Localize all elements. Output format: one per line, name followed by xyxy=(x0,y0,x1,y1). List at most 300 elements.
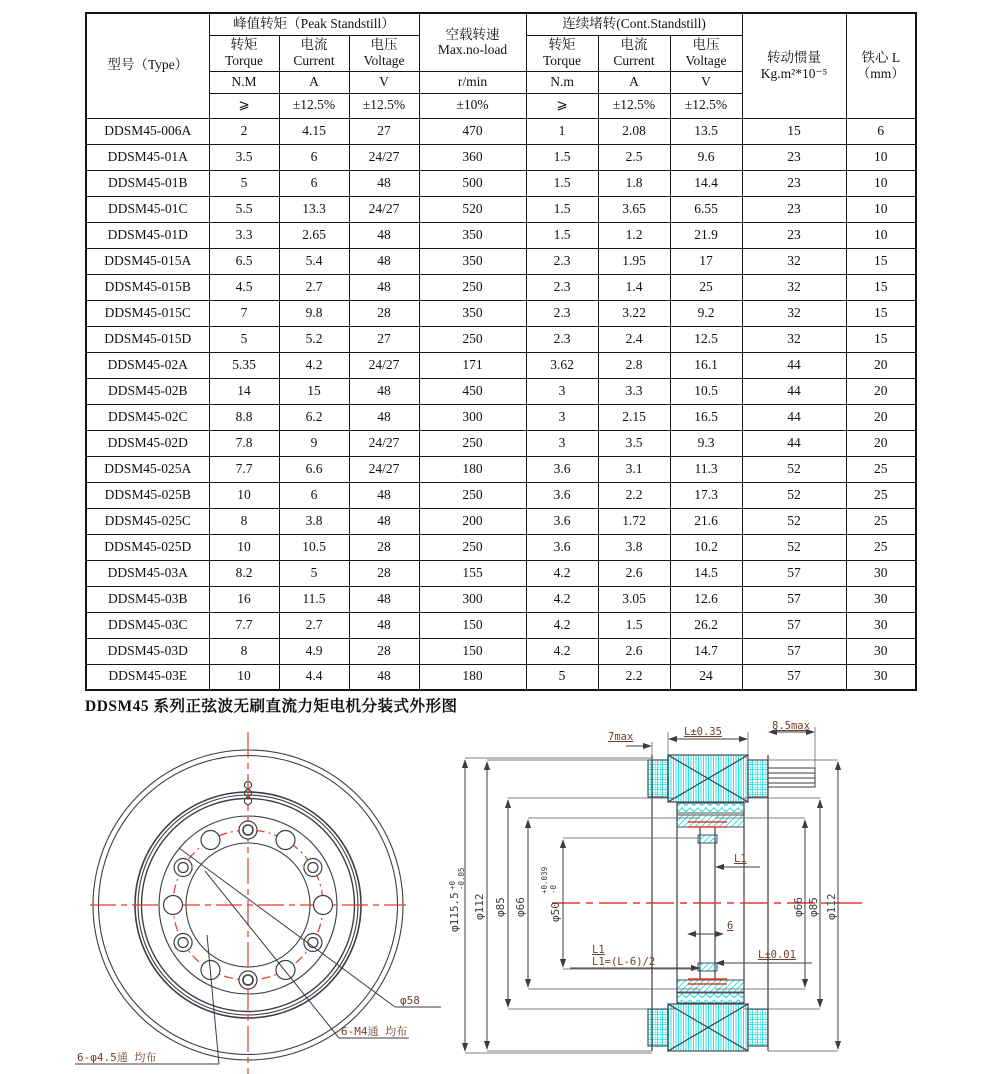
model-cell: DDSM45-01C xyxy=(86,196,209,222)
table-row xyxy=(86,560,916,586)
peak-torque-cell: 16 xyxy=(209,586,279,612)
model-cell: DDSM45-03A xyxy=(86,560,209,586)
peak-voltage-cell: 24/27 xyxy=(349,196,419,222)
centerlines xyxy=(90,732,406,1074)
inertia-cell: 52 xyxy=(742,534,846,560)
peak-current-cell: 2.7 xyxy=(279,274,349,300)
cont-voltage-cell: 16.5 xyxy=(670,404,742,430)
peak-voltage-cell: 48 xyxy=(349,508,419,534)
inertia-cell: 32 xyxy=(742,248,846,274)
peak-current-cell: 6.2 xyxy=(279,404,349,430)
noload-speed-cell: 180 xyxy=(419,456,526,482)
svg-text:φ115.5: φ115.5 xyxy=(448,892,461,932)
peak-current-cell: 4.2 xyxy=(279,352,349,378)
model-cell: DDSM45-025D xyxy=(86,534,209,560)
inertia-cell: 44 xyxy=(742,352,846,378)
noload-speed-cell: 500 xyxy=(419,170,526,196)
inertia-cell: 57 xyxy=(742,560,846,586)
cont-current-cell: 2.2 xyxy=(598,482,670,508)
unit-cell: V xyxy=(349,71,419,93)
core-length-cell: 10 xyxy=(846,170,916,196)
cont-voltage-cn: 电压 xyxy=(692,37,720,53)
model-cell: DDSM45-03C xyxy=(86,612,209,638)
cont-torque-cell: 3 xyxy=(526,378,598,404)
noload-speed-cell: 171 xyxy=(419,352,526,378)
peak-current-cn: 电流 xyxy=(300,37,328,53)
core-length-cell: 30 xyxy=(846,664,916,690)
peak-voltage-cell: 48 xyxy=(349,664,419,690)
core-length-cell: 25 xyxy=(846,456,916,482)
inertia-cell: 32 xyxy=(742,274,846,300)
dim-label-d85-right: φ85 xyxy=(807,897,820,917)
core-length-cell: 10 xyxy=(846,222,916,248)
peak-torque-cell: 7.7 xyxy=(209,456,279,482)
dim-label-d115 xyxy=(448,867,466,932)
noload-speed-cell: 250 xyxy=(419,534,526,560)
table-row xyxy=(86,170,916,196)
core-length-cell: 25 xyxy=(846,508,916,534)
peak-torque-cell: 10 xyxy=(209,664,279,690)
cont-voltage-cell: 17 xyxy=(670,248,742,274)
cont-voltage-cell: 14.5 xyxy=(670,560,742,586)
noload-en: Max.no-load xyxy=(437,42,508,58)
cont-torque-cell: 3.6 xyxy=(526,482,598,508)
core-length-cell: 20 xyxy=(846,404,916,430)
peak-voltage-cell: 28 xyxy=(349,560,419,586)
dim-label-l-tol: L±0.35 xyxy=(684,726,722,738)
dim-label-d85-left: φ85 xyxy=(494,897,507,917)
peak-voltage-cell: 48 xyxy=(349,222,419,248)
peak-voltage-cell: 48 xyxy=(349,248,419,274)
peak-torque-cell: 3.5 xyxy=(209,144,279,170)
d50-tol-top: +0.039 xyxy=(540,866,549,894)
cont-current-cell: 1.5 xyxy=(598,612,670,638)
noload-speed-cell: 155 xyxy=(419,560,526,586)
cont-torque-cell: 1.5 xyxy=(526,144,598,170)
peak-voltage-cell: 48 xyxy=(349,378,419,404)
model-cell: DDSM45-025A xyxy=(86,456,209,482)
peak-current-cell: 5.2 xyxy=(279,326,349,352)
model-cell: DDSM45-01A xyxy=(86,144,209,170)
core-length-cell: 30 xyxy=(846,612,916,638)
peak-voltage-cell: 48 xyxy=(349,586,419,612)
peak-torque-cell: 7.8 xyxy=(209,430,279,456)
table-row xyxy=(86,456,916,482)
peak-torque-cell: 8 xyxy=(209,638,279,664)
table-row xyxy=(86,118,916,144)
peak-current-cell: 6 xyxy=(279,170,349,196)
dim-label-85max: 8.5max xyxy=(772,720,810,732)
inertia-cell: 57 xyxy=(742,638,846,664)
cont-current-cell: 3.05 xyxy=(598,586,670,612)
cont-voltage-cell: 14.4 xyxy=(670,170,742,196)
cont-voltage-en: Voltage xyxy=(685,53,727,68)
core-cn: 铁心 L xyxy=(861,50,901,66)
peak-torque-cell: 7.7 xyxy=(209,612,279,638)
peak-current-cell: 4.4 xyxy=(279,664,349,690)
table-row xyxy=(86,248,916,274)
noload-speed-cell: 250 xyxy=(419,482,526,508)
peak-current-cell: 11.5 xyxy=(279,586,349,612)
noload-speed-cell: 250 xyxy=(419,430,526,456)
tolerance-cell: ±12.5% xyxy=(670,93,742,118)
model-cell: DDSM45-02D xyxy=(86,430,209,456)
noload-speed-cell: 360 xyxy=(419,144,526,170)
inertia-cell: 52 xyxy=(742,482,846,508)
peak-current-cell: 4.9 xyxy=(279,638,349,664)
cont-current-cell: 2.6 xyxy=(598,638,670,664)
cont-current-cell: 2.4 xyxy=(598,326,670,352)
cont-torque-cell: 4.2 xyxy=(526,638,598,664)
col-header-type: 型号（Type） xyxy=(86,13,209,118)
cont-torque-cell: 3.62 xyxy=(526,352,598,378)
cont-torque-cell: 3.6 xyxy=(526,508,598,534)
model-cell: DDSM45-03E xyxy=(86,664,209,690)
cont-torque-cell: 2.3 xyxy=(526,248,598,274)
noload-speed-cell: 450 xyxy=(419,378,526,404)
dim-label-l1-mid: L1 xyxy=(592,944,605,956)
table-row xyxy=(86,430,916,456)
unit-cell: N.M xyxy=(209,71,279,93)
peak-current-cell: 13.3 xyxy=(279,196,349,222)
cont-voltage-cell: 13.5 xyxy=(670,118,742,144)
cont-voltage-cell: 24 xyxy=(670,664,742,690)
core-length-cell: 20 xyxy=(846,378,916,404)
cont-torque-cell: 4.2 xyxy=(526,586,598,612)
unit-cell: A xyxy=(598,71,670,93)
cont-torque-cn: 转矩 xyxy=(548,37,576,53)
cont-torque-cell: 5 xyxy=(526,664,598,690)
inertia-cell: 52 xyxy=(742,456,846,482)
cont-current-cell: 3.22 xyxy=(598,300,670,326)
inertia-cell: 23 xyxy=(742,196,846,222)
noload-speed-cell: 150 xyxy=(419,638,526,664)
cont-torque-cell: 4.2 xyxy=(526,612,598,638)
cont-voltage-cell: 6.55 xyxy=(670,196,742,222)
peak-voltage-cell: 48 xyxy=(349,170,419,196)
cont-torque-cell: 3.6 xyxy=(526,456,598,482)
inertia-cell: 23 xyxy=(742,144,846,170)
table-row xyxy=(86,326,916,352)
peak-torque-cell: 5 xyxy=(209,326,279,352)
cont-voltage-cell: 9.2 xyxy=(670,300,742,326)
peak-current-cell: 3.8 xyxy=(279,508,349,534)
dim-label-d112-right: φ112 xyxy=(825,893,838,920)
peak-torque-cell: 5 xyxy=(209,170,279,196)
peak-current-cell: 15 xyxy=(279,378,349,404)
d50-tol-bot: -0 xyxy=(549,884,558,894)
spec-table-body xyxy=(86,118,916,690)
svg-text:φ50: φ50 xyxy=(549,902,562,922)
peak-current-cell: 6 xyxy=(279,144,349,170)
peak-voltage-cell: 48 xyxy=(349,482,419,508)
peak-voltage-cell: 24/27 xyxy=(349,456,419,482)
peak-voltage-cell: 48 xyxy=(349,274,419,300)
model-cell: DDSM45-03B xyxy=(86,586,209,612)
peak-torque-cell: 10 xyxy=(209,534,279,560)
cont-current-cell: 2.8 xyxy=(598,352,670,378)
inertia-cell: 52 xyxy=(742,508,846,534)
core-length-cell: 25 xyxy=(846,534,916,560)
core-length-cell: 15 xyxy=(846,326,916,352)
cont-voltage-cell: 10.5 xyxy=(670,378,742,404)
cont-voltage-cell: 25 xyxy=(670,274,742,300)
dim-label-d58: φ58 xyxy=(400,994,420,1007)
inertia-cell: 23 xyxy=(742,170,846,196)
model-cell: DDSM45-006A xyxy=(86,118,209,144)
cont-voltage-cell: 26.2 xyxy=(670,612,742,638)
cont-torque-en: Torque xyxy=(542,53,582,68)
peak-voltage-cell: 24/27 xyxy=(349,144,419,170)
cont-voltage-cell: 16.1 xyxy=(670,352,742,378)
col-header-core-length xyxy=(846,13,916,118)
noload-speed-cell: 350 xyxy=(419,222,526,248)
peak-torque-cell: 6.5 xyxy=(209,248,279,274)
dim-label-d66-right: φ66 xyxy=(792,897,805,917)
cont-current-cell: 3.5 xyxy=(598,430,670,456)
cont-current-cell: 3.3 xyxy=(598,378,670,404)
dim-label-6-d45: 6-φ4.5通 均布 xyxy=(77,1051,157,1064)
peak-voltage-cell: 28 xyxy=(349,638,419,664)
model-cell: DDSM45-015C xyxy=(86,300,209,326)
peak-torque-cell: 14 xyxy=(209,378,279,404)
table-row xyxy=(86,612,916,638)
inertia-cell: 44 xyxy=(742,404,846,430)
inertia-cell: 32 xyxy=(742,326,846,352)
dim-label-6: 6 xyxy=(727,920,734,932)
unit-cell: r/min xyxy=(419,71,526,93)
cont-current-cell: 1.8 xyxy=(598,170,670,196)
tolerance-cell: ⩾ xyxy=(209,93,279,118)
cont-voltage-cell: 21.6 xyxy=(670,508,742,534)
cont-voltage-cell: 10.2 xyxy=(670,534,742,560)
core-length-cell: 20 xyxy=(846,352,916,378)
peak-voltage-cell: 27 xyxy=(349,118,419,144)
tolerance-cell: ±12.5% xyxy=(598,93,670,118)
cont-torque-cell: 2.3 xyxy=(526,274,598,300)
noload-speed-cell: 300 xyxy=(419,404,526,430)
cont-current-cell: 1.4 xyxy=(598,274,670,300)
cont-torque-cell: 1.5 xyxy=(526,222,598,248)
peak-voltage-cell: 28 xyxy=(349,534,419,560)
peak-voltage-cell: 24/27 xyxy=(349,430,419,456)
table-row xyxy=(86,534,916,560)
peak-current-cell: 6.6 xyxy=(279,456,349,482)
cont-current-cell: 1.72 xyxy=(598,508,670,534)
tolerance-cell: ±12.5% xyxy=(279,93,349,118)
peak-torque-cell: 10 xyxy=(209,482,279,508)
peak-torque-cell: 3.3 xyxy=(209,222,279,248)
col-header-cont-voltage xyxy=(670,35,742,71)
noload-speed-cell: 250 xyxy=(419,274,526,300)
table-row xyxy=(86,508,916,534)
model-cell: DDSM45-025B xyxy=(86,482,209,508)
peak-voltage-cell: 28 xyxy=(349,300,419,326)
core-length-cell: 15 xyxy=(846,300,916,326)
peak-current-cell: 9.8 xyxy=(279,300,349,326)
noload-speed-cell: 350 xyxy=(419,300,526,326)
dim-label-d66-left: φ66 xyxy=(514,897,527,917)
col-group-cont-standstill: 连续堵转(Cont.Standstill) xyxy=(526,13,742,35)
cont-current-cell: 1.95 xyxy=(598,248,670,274)
core-length-cell: 20 xyxy=(846,430,916,456)
table-row xyxy=(86,586,916,612)
core-length-cell: 15 xyxy=(846,248,916,274)
peak-current-cell: 9 xyxy=(279,430,349,456)
core-length-cell: 10 xyxy=(846,196,916,222)
noload-speed-cell: 200 xyxy=(419,508,526,534)
table-row xyxy=(86,274,916,300)
noload-speed-cell: 350 xyxy=(419,248,526,274)
cont-current-en: Current xyxy=(613,53,655,68)
unit-cell: N.m xyxy=(526,71,598,93)
table-row xyxy=(86,482,916,508)
inertia-unit: Kg.m²*10⁻⁵ xyxy=(760,65,828,81)
table-row xyxy=(86,144,916,170)
cont-current-cell: 1.2 xyxy=(598,222,670,248)
cont-voltage-cell: 11.3 xyxy=(670,456,742,482)
motor-spec-table xyxy=(85,12,917,691)
inertia-cell: 23 xyxy=(742,222,846,248)
peak-voltage-cn: 电压 xyxy=(370,37,398,53)
core-length-cell: 25 xyxy=(846,482,916,508)
col-header-noload xyxy=(419,13,526,71)
cont-current-cell: 2.15 xyxy=(598,404,670,430)
peak-current-cell: 10.5 xyxy=(279,534,349,560)
model-cell: DDSM45-025C xyxy=(86,508,209,534)
noload-speed-cell: 250 xyxy=(419,326,526,352)
cont-current-cell: 2.5 xyxy=(598,144,670,170)
peak-torque-cell: 8.2 xyxy=(209,560,279,586)
peak-torque-cell: 5.5 xyxy=(209,196,279,222)
peak-torque-cell: 4.5 xyxy=(209,274,279,300)
cont-voltage-cell: 14.7 xyxy=(670,638,742,664)
peak-current-cell: 2.65 xyxy=(279,222,349,248)
table-row xyxy=(86,378,916,404)
peak-torque-cell: 5.35 xyxy=(209,352,279,378)
col-header-peak-current xyxy=(279,35,349,71)
dim-label-d50 xyxy=(540,867,562,922)
col-header-cont-current xyxy=(598,35,670,71)
noload-speed-cell: 180 xyxy=(419,664,526,690)
d115-tol-top: +0 xyxy=(448,880,457,890)
tolerance-cell: ⩾ xyxy=(526,93,598,118)
inertia-cell: 57 xyxy=(742,586,846,612)
inertia-cell: 44 xyxy=(742,378,846,404)
core-length-cell: 30 xyxy=(846,560,916,586)
model-cell: DDSM45-015A xyxy=(86,248,209,274)
peak-torque-cell: 8.8 xyxy=(209,404,279,430)
col-header-peak-torque xyxy=(209,35,279,71)
cont-torque-cell: 2.3 xyxy=(526,300,598,326)
cont-torque-cell: 3 xyxy=(526,430,598,456)
peak-torque-en: Torque xyxy=(224,53,264,68)
dim-label-7max: 7max xyxy=(608,731,634,743)
table-row xyxy=(86,300,916,326)
peak-voltage-cell: 48 xyxy=(349,404,419,430)
table-row xyxy=(86,196,916,222)
peak-voltage-cell: 48 xyxy=(349,612,419,638)
dim-label-l-001: L±0.01 xyxy=(758,949,796,961)
inertia-cell: 57 xyxy=(742,612,846,638)
dim-label-l1-formula: L1=(L-6)/2 xyxy=(592,956,656,968)
cont-torque-cell: 4.2 xyxy=(526,560,598,586)
table-row xyxy=(86,664,916,690)
tolerance-cell: ±10% xyxy=(419,93,526,118)
inertia-cell: 32 xyxy=(742,300,846,326)
unit-cell: V xyxy=(670,71,742,93)
peak-torque-cell: 2 xyxy=(209,118,279,144)
dim-label-6-m4: 6-M4通 均布 xyxy=(341,1025,408,1038)
model-cell: DDSM45-015D xyxy=(86,326,209,352)
model-cell: DDSM45-02A xyxy=(86,352,209,378)
peak-current-cell: 4.15 xyxy=(279,118,349,144)
dim-label-l1-top: L1 xyxy=(734,853,747,865)
cont-current-cn: 电流 xyxy=(620,37,648,53)
core-length-cell: 10 xyxy=(846,144,916,170)
cont-current-cell: 3.8 xyxy=(598,534,670,560)
col-group-peak-standstill: 峰值转矩（Peak Standstill） xyxy=(209,13,419,35)
cont-current-cell: 2.6 xyxy=(598,560,670,586)
model-cell: DDSM45-01D xyxy=(86,222,209,248)
core-unit: （mm） xyxy=(856,65,905,81)
inertia-cell: 44 xyxy=(742,430,846,456)
cont-current-cell: 2.08 xyxy=(598,118,670,144)
cont-voltage-cell: 17.3 xyxy=(670,482,742,508)
d115-tol-bot: -0.05 xyxy=(457,867,466,890)
table-row xyxy=(86,352,916,378)
cont-torque-cell: 3 xyxy=(526,404,598,430)
peak-voltage-cell: 24/27 xyxy=(349,352,419,378)
figure-caption: DDSM45 系列正弦波无刷直流力矩电机分装式外形图 xyxy=(85,698,458,715)
noload-speed-cell: 470 xyxy=(419,118,526,144)
model-cell: DDSM45-03D xyxy=(86,638,209,664)
col-header-inertia xyxy=(742,13,846,118)
peak-torque-cell: 7 xyxy=(209,300,279,326)
peak-current-en: Current xyxy=(293,53,335,68)
core-length-cell: 6 xyxy=(846,118,916,144)
cont-voltage-cell: 12.5 xyxy=(670,326,742,352)
noload-speed-cell: 150 xyxy=(419,612,526,638)
col-header-peak-voltage xyxy=(349,35,419,71)
unit-cell: A xyxy=(279,71,349,93)
lead-wires xyxy=(768,768,815,787)
table-row xyxy=(86,404,916,430)
core-length-cell: 15 xyxy=(846,274,916,300)
table-row xyxy=(86,222,916,248)
cont-voltage-cell: 21.9 xyxy=(670,222,742,248)
cont-torque-cell: 3.6 xyxy=(526,534,598,560)
model-cell: DDSM45-02C xyxy=(86,404,209,430)
inertia-cn: 转动惯量 xyxy=(767,50,822,66)
cont-current-cell: 3.65 xyxy=(598,196,670,222)
peak-current-cell: 5 xyxy=(279,560,349,586)
motor-front-view-drawing xyxy=(55,728,445,1074)
peak-voltage-en: Voltage xyxy=(363,53,405,68)
cont-torque-cell: 2.3 xyxy=(526,326,598,352)
col-header-cont-torque xyxy=(526,35,598,71)
noload-cn: 空载转速 xyxy=(445,26,500,42)
tolerance-cell: ±12.5% xyxy=(349,93,419,118)
table-row xyxy=(86,638,916,664)
cont-torque-cell: 1 xyxy=(526,118,598,144)
core-length-cell: 30 xyxy=(846,586,916,612)
model-cell: DDSM45-015B xyxy=(86,274,209,300)
peak-current-cell: 2.7 xyxy=(279,612,349,638)
cont-voltage-cell: 12.6 xyxy=(670,586,742,612)
noload-speed-cell: 300 xyxy=(419,586,526,612)
cont-torque-cell: 1.5 xyxy=(526,196,598,222)
